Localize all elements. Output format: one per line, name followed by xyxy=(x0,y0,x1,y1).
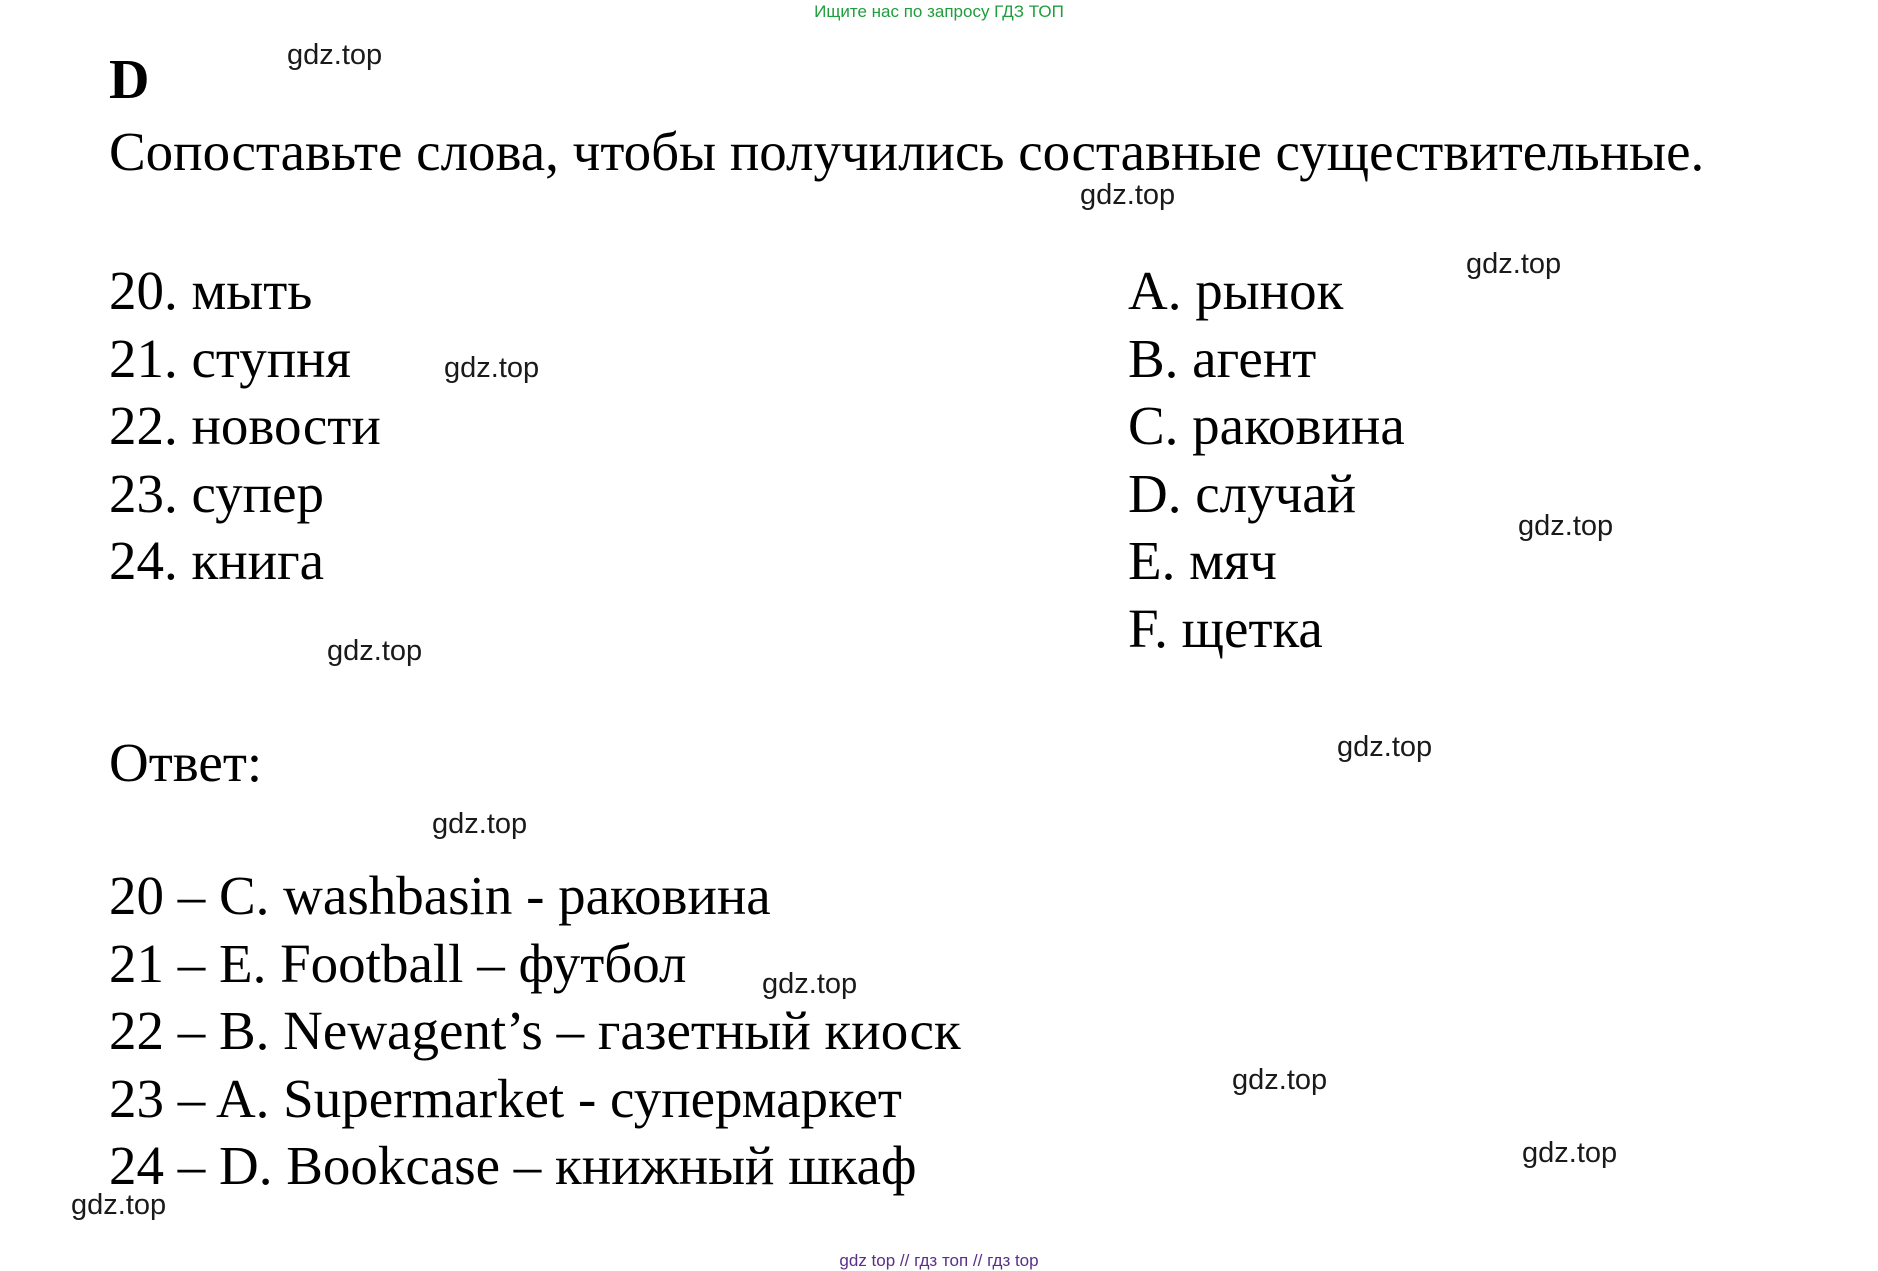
answer-item: 23 – A. Supermarket - супермаркет xyxy=(109,1067,902,1129)
left-word-item: 21. ступня xyxy=(109,327,351,389)
left-word-item: 22. новости xyxy=(109,395,381,456)
left-word-item: 24. книга xyxy=(109,530,325,591)
left-word-item: 23. супер xyxy=(109,462,325,524)
answer-item: 21 – E. Football – футбол xyxy=(109,932,687,994)
watermark: gdz.top xyxy=(432,808,528,840)
answer-list xyxy=(109,862,961,1200)
watermark: gdz.top xyxy=(1080,179,1176,211)
watermark: gdz.top xyxy=(327,635,423,667)
watermark: gdz.top xyxy=(1466,248,1562,280)
task-instruction: Сопоставьте слова, чтобы получились составные существительные. xyxy=(109,121,1705,182)
watermark: gdz.top xyxy=(1337,731,1433,763)
watermark: gdz.top xyxy=(444,352,540,384)
footer-text: gdz top // гдз топ // гдз top xyxy=(839,1251,1039,1270)
left-word-item: 20. мыть xyxy=(109,260,313,321)
watermark: gdz.top xyxy=(287,39,383,71)
watermark: gdz.top xyxy=(71,1189,167,1221)
section-letter: D xyxy=(109,49,150,111)
right-word-item: D. случай xyxy=(1128,462,1357,524)
right-word-list xyxy=(1128,257,1405,662)
right-word-item: C. раковина xyxy=(1128,395,1405,456)
watermark: gdz.top xyxy=(1518,510,1614,542)
watermark: gdz.top xyxy=(1232,1064,1328,1096)
top-banner: Ищите нас по запросу ГДЗ ТОП xyxy=(814,2,1064,21)
answer-item: 20 – C. washbasin - раковина xyxy=(109,865,771,926)
right-word-item: A. рынок xyxy=(1128,260,1344,321)
right-word-item: E. мяч xyxy=(1128,530,1277,591)
right-word-item: B. агент xyxy=(1128,327,1317,389)
answer-item: 22 – B. Newagent’s – газетный киоск xyxy=(109,1000,961,1061)
watermark: gdz.top xyxy=(762,968,858,1000)
answer-item: 24 – D. Bookcase – книжный шкаф xyxy=(109,1135,917,1196)
answer-label: Ответ: xyxy=(109,732,263,793)
right-word-item: F. щетка xyxy=(1128,597,1323,659)
left-word-list xyxy=(109,257,381,595)
watermark: gdz.top xyxy=(1522,1137,1618,1169)
